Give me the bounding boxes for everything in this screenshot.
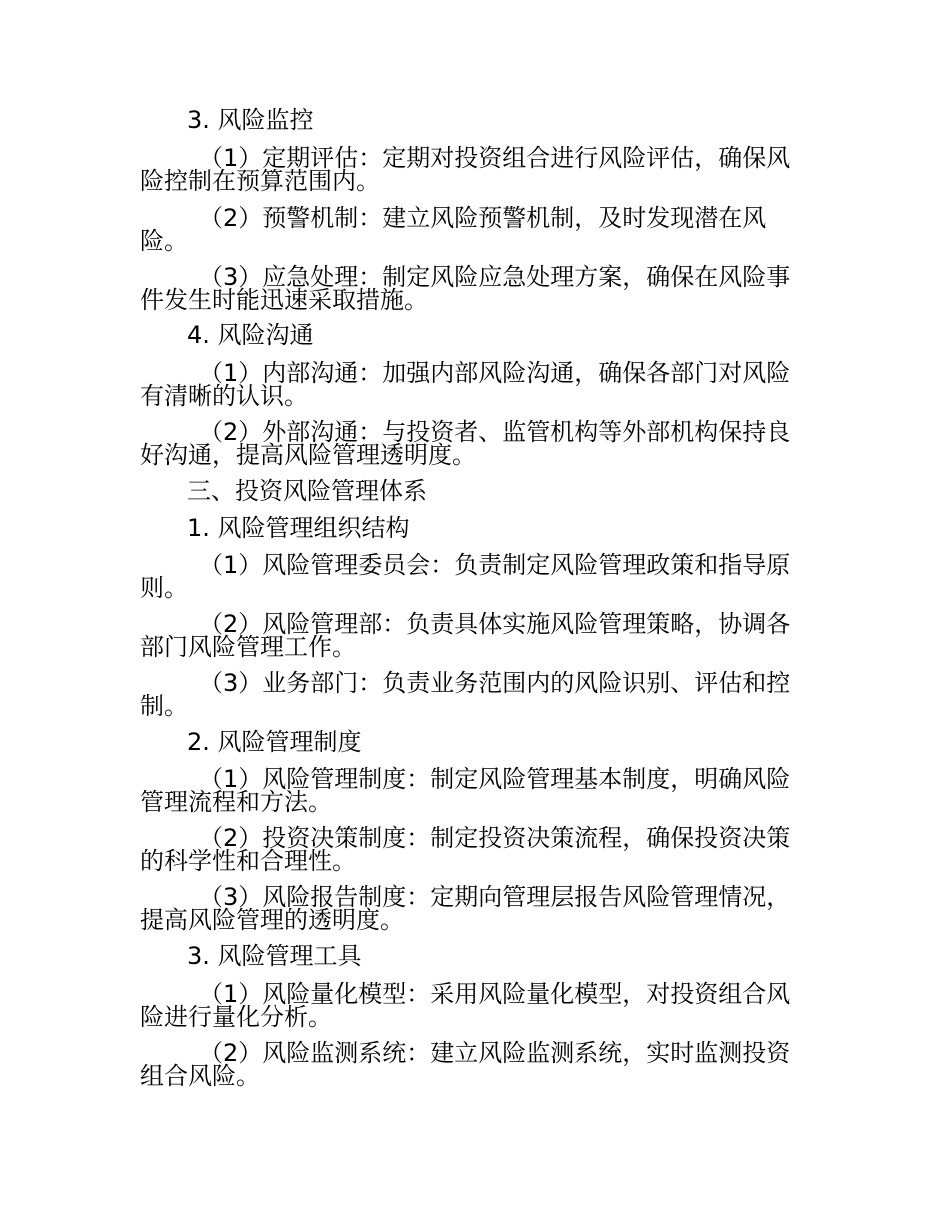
section-heading: 三、投资风险管理体系 [187,477,427,505]
list-item-continuation: 组合风险。 [140,1062,260,1090]
list-item-continuation: 管理流程和方法。 [140,788,332,816]
list-item-line: （2）投资决策制度：制定投资决策流程，确保投资决策 [199,824,791,852]
list-item-continuation: 的科学性和合理性。 [140,847,356,875]
list-item-continuation: 险。 [140,227,188,255]
list-item-line: （1）风险管理委员会：负责制定风险管理政策和指导原 [199,551,791,579]
section-heading: 3. 风险管理工具 [187,942,362,970]
list-item-continuation: 部门风险管理工作。 [140,633,356,661]
section-heading: 2. 风险管理制度 [187,728,362,756]
list-item-continuation: 制。 [140,692,188,720]
list-item-line: （3）应急处理：制定风险应急处理方案，确保在风险事 [199,263,791,291]
list-item-line: （1）风险管理制度：制定风险管理基本制度，明确风险 [199,765,791,793]
list-item-continuation: 好沟通，提高风险管理透明度。 [140,441,476,469]
list-item-continuation: 件发生时能迅速采取措施。 [140,286,428,314]
list-item-continuation: 有清晰的认识。 [140,382,308,410]
list-item-line: （2）风险监测系统：建立风险监测系统，实时监测投资 [199,1039,791,1067]
section-heading: 4. 风险沟通 [187,321,314,349]
list-item-continuation: 提高风险管理的透明度。 [140,906,404,934]
list-item-line: （3）业务部门：负责业务范围内的风险识别、评估和控 [199,669,791,697]
list-item-line: （3）风险报告制度：定期向管理层报告风险管理情况， [199,883,791,911]
list-item-line: （2）预警机制：建立风险预警机制，及时发现潜在风 [199,204,767,232]
list-item-line: （1）定期评估：定期对投资组合进行风险评估，确保风 [199,144,791,172]
list-item-line: （1）内部沟通：加强内部风险沟通，确保各部门对风险 [199,359,791,387]
section-heading: 3. 风险监控 [187,106,314,134]
list-item-continuation: 险控制在预算范围内。 [140,167,380,195]
list-item-line: （2）风险管理部：负责具体实施风险管理策略，协调各 [199,610,791,638]
list-item-line: （1）风险量化模型：采用风险量化模型，对投资组合风 [199,980,791,1008]
list-item-continuation: 则。 [140,574,188,602]
list-item-line: （2）外部沟通：与投资者、监管机构等外部机构保持良 [199,418,791,446]
section-heading: 1. 风险管理组织结构 [187,514,410,542]
list-item-continuation: 险进行量化分析。 [140,1003,332,1031]
